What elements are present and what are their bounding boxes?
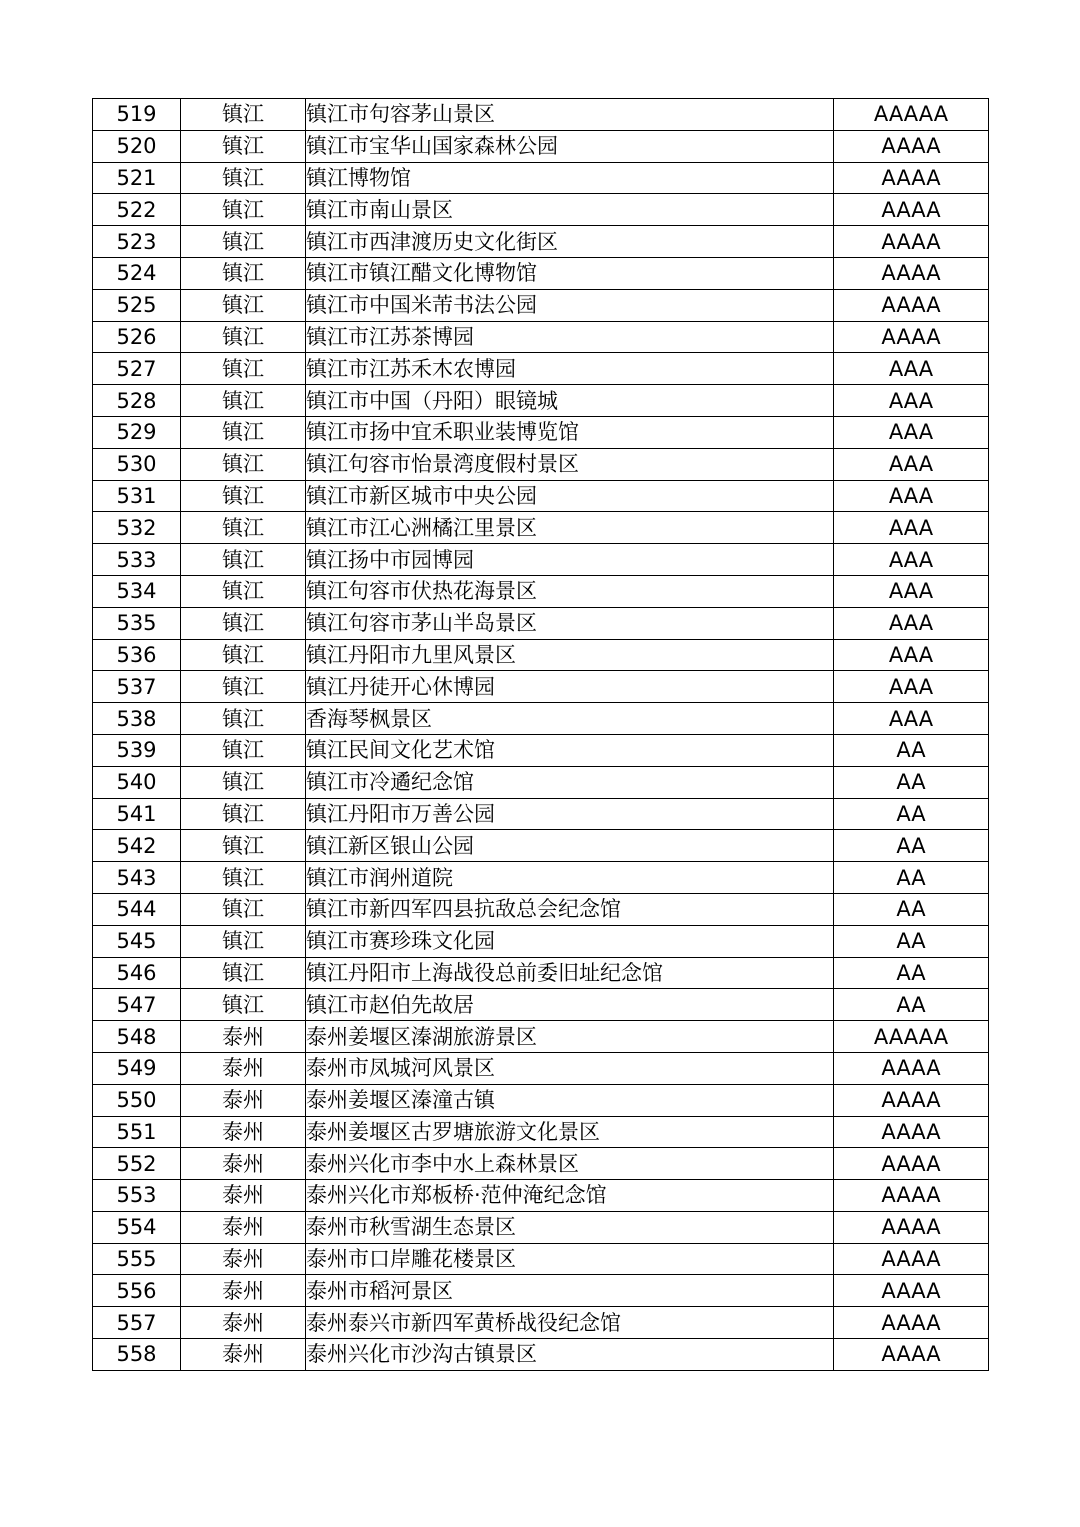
- city-cell: 泰州: [181, 1275, 306, 1307]
- city-cell: 泰州: [181, 1052, 306, 1084]
- table-row: [93, 512, 989, 544]
- grade-cell: AAAA: [834, 1180, 989, 1212]
- city-cell: 泰州: [181, 1116, 306, 1148]
- row-number-cell: 543: [93, 862, 181, 894]
- table-row: [93, 1339, 989, 1371]
- grade-cell: AAA: [834, 607, 989, 639]
- city-cell: 泰州: [181, 1180, 306, 1212]
- city-cell: 镇江: [181, 734, 306, 766]
- row-number-cell: 556: [93, 1275, 181, 1307]
- scenic-name-cell: 镇江市江心洲橘江里景区: [306, 512, 834, 544]
- scenic-name-cell: 镇江市中国米芾书法公园: [306, 289, 834, 321]
- scenic-name-cell: 镇江博物馆: [306, 162, 834, 194]
- city-cell: 镇江: [181, 862, 306, 894]
- row-number-cell: 522: [93, 194, 181, 226]
- scenic-name-cell: 镇江丹阳市九里风景区: [306, 639, 834, 671]
- city-cell: 镇江: [181, 448, 306, 480]
- table-row: [93, 766, 989, 798]
- row-number-cell: 539: [93, 734, 181, 766]
- city-cell: 泰州: [181, 1243, 306, 1275]
- row-number-cell: 540: [93, 766, 181, 798]
- table-row: [93, 257, 989, 289]
- city-cell: 泰州: [181, 1339, 306, 1371]
- grade-cell: AAAA: [834, 1116, 989, 1148]
- table-row: [93, 289, 989, 321]
- row-number-cell: 553: [93, 1180, 181, 1212]
- grade-cell: AA: [834, 957, 989, 989]
- city-cell: 镇江: [181, 607, 306, 639]
- city-cell: 镇江: [181, 257, 306, 289]
- row-number-cell: 546: [93, 957, 181, 989]
- city-cell: 镇江: [181, 544, 306, 576]
- city-cell: 镇江: [181, 671, 306, 703]
- city-cell: 镇江: [181, 957, 306, 989]
- scenic-area-table: [92, 98, 989, 1371]
- city-cell: 镇江: [181, 798, 306, 830]
- grade-cell: AAA: [834, 544, 989, 576]
- city-cell: 镇江: [181, 575, 306, 607]
- scenic-name-cell: 泰州兴化市郑板桥·范仲淹纪念馆: [306, 1180, 834, 1212]
- table-row: [93, 830, 989, 862]
- grade-cell: AA: [834, 862, 989, 894]
- grade-cell: AAA: [834, 639, 989, 671]
- table-row: [93, 1243, 989, 1275]
- scenic-name-cell: 镇江市中国（丹阳）眼镜城: [306, 385, 834, 417]
- grade-cell: AA: [834, 798, 989, 830]
- table-row: [93, 862, 989, 894]
- grade-cell: AAAA: [834, 1339, 989, 1371]
- scenic-name-cell: 泰州市凤城河风景区: [306, 1052, 834, 1084]
- row-number-cell: 548: [93, 1021, 181, 1053]
- row-number-cell: 538: [93, 703, 181, 735]
- city-cell: 镇江: [181, 130, 306, 162]
- grade-cell: AAAA: [834, 1084, 989, 1116]
- row-number-cell: 558: [93, 1339, 181, 1371]
- city-cell: 泰州: [181, 1307, 306, 1339]
- table-row: [93, 1275, 989, 1307]
- row-number-cell: 529: [93, 416, 181, 448]
- table-row: [93, 99, 989, 131]
- table-row: [93, 448, 989, 480]
- row-number-cell: 530: [93, 448, 181, 480]
- scenic-name-cell: 镇江句容市茅山半岛景区: [306, 607, 834, 639]
- scenic-name-cell: 镇江市扬中宜禾职业装博览馆: [306, 416, 834, 448]
- scenic-name-cell: 镇江市宝华山国家森林公园: [306, 130, 834, 162]
- grade-cell: AAAA: [834, 1211, 989, 1243]
- scenic-name-cell: 镇江市新区城市中央公园: [306, 480, 834, 512]
- table-row: [93, 480, 989, 512]
- grade-cell: AAAA: [834, 226, 989, 258]
- table-row: [93, 925, 989, 957]
- table-row: [93, 639, 989, 671]
- scenic-name-cell: 镇江丹徒开心休博园: [306, 671, 834, 703]
- row-number-cell: 527: [93, 353, 181, 385]
- grade-cell: AAAA: [834, 289, 989, 321]
- scenic-name-cell: 香海琴枫景区: [306, 703, 834, 735]
- table-row: [93, 385, 989, 417]
- grade-cell: AAAA: [834, 321, 989, 353]
- grade-cell: AAAA: [834, 1148, 989, 1180]
- city-cell: 镇江: [181, 162, 306, 194]
- table-row: [93, 957, 989, 989]
- grade-cell: AAA: [834, 575, 989, 607]
- scenic-name-cell: 镇江市西津渡历史文化街区: [306, 226, 834, 258]
- scenic-name-cell: 镇江市润州道院: [306, 862, 834, 894]
- table-row: [93, 194, 989, 226]
- city-cell: 镇江: [181, 989, 306, 1021]
- scenic-name-cell: 泰州姜堰区溱湖旅游景区: [306, 1021, 834, 1053]
- scenic-name-cell: 镇江民间文化艺术馆: [306, 734, 834, 766]
- scenic-name-cell: 镇江丹阳市上海战役总前委旧址纪念馆: [306, 957, 834, 989]
- grade-cell: AAA: [834, 480, 989, 512]
- grade-cell: AA: [834, 766, 989, 798]
- grade-cell: AAA: [834, 353, 989, 385]
- scenic-name-cell: 泰州泰兴市新四军黄桥战役纪念馆: [306, 1307, 834, 1339]
- scenic-name-cell: 镇江句容市怡景湾度假村景区: [306, 448, 834, 480]
- table-row: [93, 544, 989, 576]
- city-cell: 镇江: [181, 385, 306, 417]
- scenic-name-cell: 镇江市镇江醋文化博物馆: [306, 257, 834, 289]
- grade-cell: AA: [834, 893, 989, 925]
- table-row: [93, 607, 989, 639]
- scenic-name-cell: 泰州兴化市沙沟古镇景区: [306, 1339, 834, 1371]
- row-number-cell: 549: [93, 1052, 181, 1084]
- grade-cell: AAAA: [834, 1307, 989, 1339]
- row-number-cell: 555: [93, 1243, 181, 1275]
- grade-cell: AAA: [834, 512, 989, 544]
- scenic-name-cell: 镇江市赵伯先故居: [306, 989, 834, 1021]
- table-row: [93, 734, 989, 766]
- city-cell: 泰州: [181, 1148, 306, 1180]
- grade-cell: AAA: [834, 385, 989, 417]
- row-number-cell: 536: [93, 639, 181, 671]
- scenic-name-cell: 镇江市冷遹纪念馆: [306, 766, 834, 798]
- scenic-name-cell: 镇江句容市伏热花海景区: [306, 575, 834, 607]
- city-cell: 镇江: [181, 639, 306, 671]
- row-number-cell: 545: [93, 925, 181, 957]
- scenic-name-cell: 泰州市秋雪湖生态景区: [306, 1211, 834, 1243]
- row-number-cell: 554: [93, 1211, 181, 1243]
- table-row: [93, 1148, 989, 1180]
- grade-cell: AAA: [834, 671, 989, 703]
- table-body: [93, 99, 989, 1371]
- grade-cell: AAAA: [834, 1275, 989, 1307]
- city-cell: 镇江: [181, 512, 306, 544]
- row-number-cell: 519: [93, 99, 181, 131]
- table-row: [93, 703, 989, 735]
- city-cell: 镇江: [181, 321, 306, 353]
- grade-cell: AAA: [834, 416, 989, 448]
- grade-cell: AAAAA: [834, 99, 989, 131]
- scenic-name-cell: 泰州市稻河景区: [306, 1275, 834, 1307]
- row-number-cell: 523: [93, 226, 181, 258]
- table-row: [93, 1084, 989, 1116]
- city-cell: 泰州: [181, 1084, 306, 1116]
- row-number-cell: 526: [93, 321, 181, 353]
- scenic-name-cell: 镇江扬中市园博园: [306, 544, 834, 576]
- scenic-name-cell: 镇江市新四军四县抗敌总会纪念馆: [306, 893, 834, 925]
- scenic-name-cell: 泰州市口岸雕花楼景区: [306, 1243, 834, 1275]
- row-number-cell: 542: [93, 830, 181, 862]
- row-number-cell: 524: [93, 257, 181, 289]
- row-number-cell: 547: [93, 989, 181, 1021]
- table-row: [93, 893, 989, 925]
- scenic-name-cell: 镇江市南山景区: [306, 194, 834, 226]
- table-row: [93, 162, 989, 194]
- grade-cell: AAAA: [834, 162, 989, 194]
- row-number-cell: 520: [93, 130, 181, 162]
- row-number-cell: 521: [93, 162, 181, 194]
- scenic-name-cell: 泰州姜堰区溱潼古镇: [306, 1084, 834, 1116]
- row-number-cell: 550: [93, 1084, 181, 1116]
- row-number-cell: 528: [93, 385, 181, 417]
- row-number-cell: 551: [93, 1116, 181, 1148]
- city-cell: 镇江: [181, 893, 306, 925]
- row-number-cell: 533: [93, 544, 181, 576]
- table-row: [93, 989, 989, 1021]
- grade-cell: AA: [834, 830, 989, 862]
- grade-cell: AAAA: [834, 130, 989, 162]
- scenic-name-cell: 镇江市句容茅山景区: [306, 99, 834, 131]
- table-row: [93, 798, 989, 830]
- row-number-cell: 557: [93, 1307, 181, 1339]
- city-cell: 镇江: [181, 194, 306, 226]
- scenic-name-cell: 泰州姜堰区古罗塘旅游文化景区: [306, 1116, 834, 1148]
- scenic-name-cell: 镇江丹阳市万善公园: [306, 798, 834, 830]
- scenic-name-cell: 镇江新区银山公园: [306, 830, 834, 862]
- city-cell: 泰州: [181, 1211, 306, 1243]
- table-row: [93, 130, 989, 162]
- grade-cell: AA: [834, 734, 989, 766]
- row-number-cell: 525: [93, 289, 181, 321]
- row-number-cell: 535: [93, 607, 181, 639]
- city-cell: 镇江: [181, 703, 306, 735]
- row-number-cell: 531: [93, 480, 181, 512]
- table-row: [93, 575, 989, 607]
- table-row: [93, 226, 989, 258]
- table-row: [93, 1307, 989, 1339]
- row-number-cell: 541: [93, 798, 181, 830]
- scenic-name-cell: 镇江市赛珍珠文化园: [306, 925, 834, 957]
- table-row: [93, 1211, 989, 1243]
- scenic-name-cell: 泰州兴化市李中水上森林景区: [306, 1148, 834, 1180]
- city-cell: 镇江: [181, 766, 306, 798]
- row-number-cell: 552: [93, 1148, 181, 1180]
- grade-cell: AAAAA: [834, 1021, 989, 1053]
- grade-cell: AAA: [834, 703, 989, 735]
- table-row: [93, 1180, 989, 1212]
- city-cell: 镇江: [181, 925, 306, 957]
- scenic-name-cell: 镇江市江苏茶博园: [306, 321, 834, 353]
- grade-cell: AAAA: [834, 1243, 989, 1275]
- grade-cell: AAAA: [834, 257, 989, 289]
- city-cell: 泰州: [181, 1021, 306, 1053]
- city-cell: 镇江: [181, 353, 306, 385]
- city-cell: 镇江: [181, 289, 306, 321]
- table-row: [93, 416, 989, 448]
- grade-cell: AAA: [834, 448, 989, 480]
- row-number-cell: 537: [93, 671, 181, 703]
- city-cell: 镇江: [181, 99, 306, 131]
- table-row: [93, 321, 989, 353]
- table-row: [93, 1052, 989, 1084]
- row-number-cell: 534: [93, 575, 181, 607]
- table-row: [93, 1021, 989, 1053]
- row-number-cell: 532: [93, 512, 181, 544]
- grade-cell: AAAA: [834, 1052, 989, 1084]
- row-number-cell: 544: [93, 893, 181, 925]
- scenic-name-cell: 镇江市江苏禾木农博园: [306, 353, 834, 385]
- table-row: [93, 671, 989, 703]
- city-cell: 镇江: [181, 830, 306, 862]
- city-cell: 镇江: [181, 480, 306, 512]
- table-row: [93, 1116, 989, 1148]
- table-row: [93, 353, 989, 385]
- city-cell: 镇江: [181, 226, 306, 258]
- city-cell: 镇江: [181, 416, 306, 448]
- grade-cell: AA: [834, 925, 989, 957]
- grade-cell: AAAA: [834, 194, 989, 226]
- grade-cell: AA: [834, 989, 989, 1021]
